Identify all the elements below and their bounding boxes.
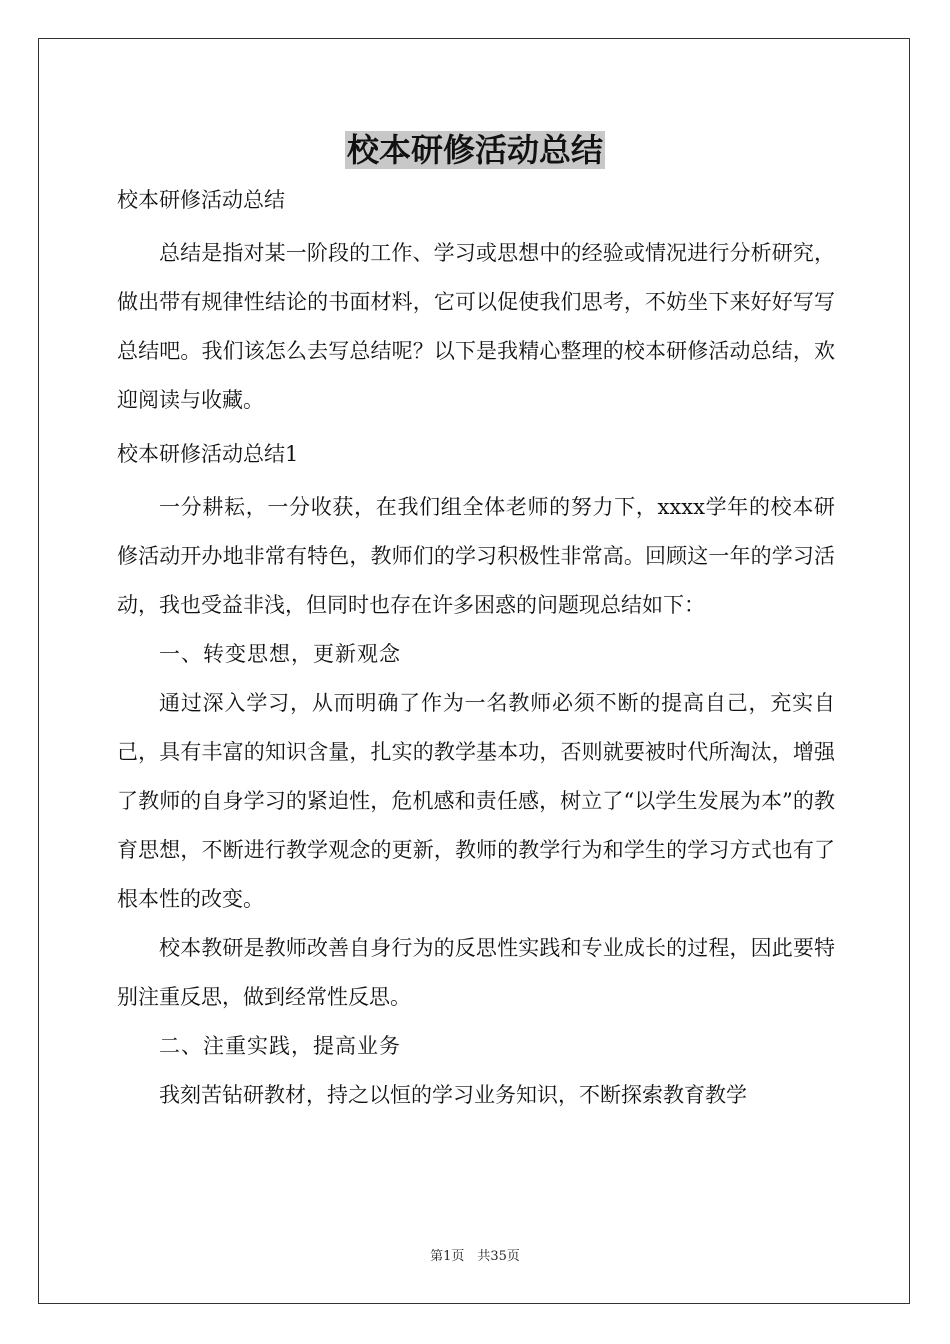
subsection-heading: 一、转变思想，更新观念 <box>159 642 401 666</box>
document-title <box>0 128 950 172</box>
spacer <box>117 474 835 483</box>
body-paragraph: 通过深入学习，从而明确了作为一名教师必须不断的提高自己，充实自己，具有丰富的知识含量，扎实的教学基本功，否则就要被时代所淘汰，增强了教师的自身学习的紧迫性，危机感和责任感，树立了“以学生发展为本”的教育思想，不断进行教学观念的更新，教师的教学行为和学生的学习方式也有了根本性的改变。 <box>117 691 835 911</box>
document-title-text: 校本研修活动总结 <box>346 131 603 169</box>
body-paragraph: 我刻苦钻研教材，持之以恒的学习业务知识，不断探索教育教学 <box>159 1083 747 1107</box>
intro-paragraph: 总结是指对某一阶段的工作、学习或思想中的经验或情况进行分析研究，做出带有规律性结论的书面材料，它可以促使我们思考，不妨坐下来好好写写总结吧。我们该怎么去写总结呢？以下是我精心整理的校本研修活动总结，欢迎阅读与收藏。 <box>117 241 835 412</box>
page-number-footer: 第1页 共35页 <box>430 1249 520 1264</box>
spacer <box>117 220 835 229</box>
body-paragraph: 校本教研是教师改善自身行为的反思性实践和专业成长的过程，因此要特别注重反思，做到经常性反思。 <box>117 936 835 1009</box>
spacer <box>117 425 835 434</box>
document-body <box>117 180 835 1120</box>
section-heading: 校本研修活动总结1 <box>117 442 299 466</box>
body-paragraph: 一分耕耘，一分收获，在我们组全体老师的努力下，xxxx学年的校本研修活动开办地非常有特色，教师们的学习积极性非常高。回顾这一年的学习活动，我也受益非浅，但同时也存在许多困惑的问题现总结如下： <box>117 495 835 617</box>
document-subtitle: 校本研修活动总结 <box>117 188 285 212</box>
subsection-heading: 二、注重实践，提高业务 <box>159 1034 401 1058</box>
